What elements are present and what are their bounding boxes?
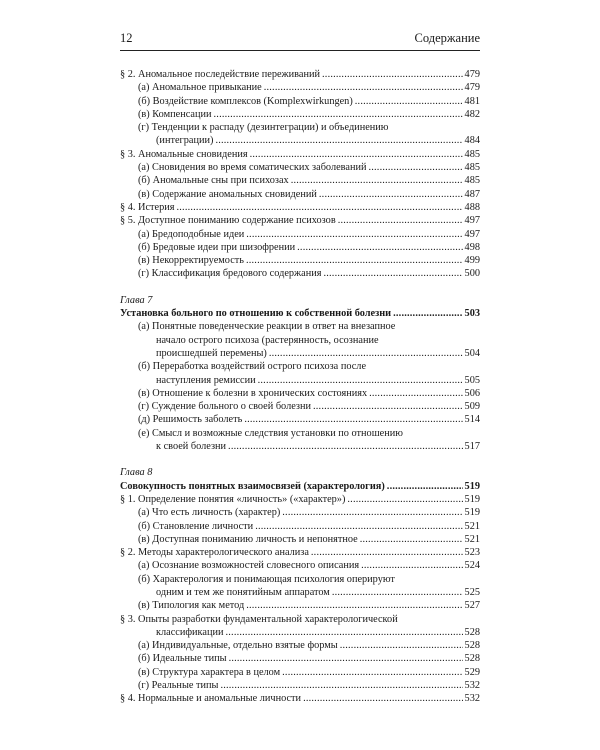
dot-leader xyxy=(220,679,462,692)
dot-leader xyxy=(368,161,462,174)
toc-entry[interactable] xyxy=(120,81,480,94)
toc-entry-title: (а) Индивидуальные, отдельно взятые формы xyxy=(138,640,338,652)
toc-page-number: 521 xyxy=(464,533,480,545)
dot-leader xyxy=(246,228,462,241)
toc-entry[interactable] xyxy=(120,254,480,267)
toc-entry-title: (г) Классификация бредового содержания xyxy=(138,268,322,280)
toc-entry[interactable] xyxy=(120,533,480,546)
toc-entry-title: одним и тем же понятийным аппаратом xyxy=(156,586,330,598)
toc-entry[interactable] xyxy=(120,506,480,519)
dot-leader xyxy=(311,546,463,559)
dot-leader xyxy=(228,440,463,453)
toc-entry-title: Установка больного по отношению к собственной болезни xyxy=(120,308,392,320)
toc-page-number: 509 xyxy=(464,401,480,413)
toc-entry-title: § 2. Аномальное последействие переживаний xyxy=(120,69,321,80)
running-title: Содержание xyxy=(414,31,480,45)
toc-entry[interactable] xyxy=(120,400,480,413)
toc-entry-title: (б) Характерология и понимающая психология оперируют xyxy=(138,573,395,585)
dot-leader xyxy=(255,520,462,533)
toc-entry-title: (г) Тенденции к распаду (дезинтеграции) и объединению xyxy=(138,122,389,134)
toc-entry-title: (б) Становление личности xyxy=(138,520,254,532)
toc-entry-title: (в) Содержание аномальных сновидений xyxy=(138,188,317,200)
toc-page-number: 497 xyxy=(464,215,480,227)
toc-entry[interactable] xyxy=(120,95,480,108)
toc-entry-title: § 3. Опыты разработки фундаментальной характерологической xyxy=(120,613,398,625)
table-of-contents xyxy=(120,68,480,706)
toc-entry[interactable] xyxy=(120,413,480,426)
toc-entry-title: (б) Переработка воздействий острого психоза после xyxy=(138,361,367,373)
toc-entry-title: (в) Отношение к болезни в хронических состояниях xyxy=(138,387,368,399)
toc-entry[interactable] xyxy=(120,626,480,639)
toc-entry-title: (в) Компенсации xyxy=(138,108,212,120)
toc-entry-title: (д) Решимость заболеть xyxy=(138,414,243,426)
dot-leader xyxy=(291,174,463,187)
toc-entry-title: § 1. Определение понятия «личность» («характер») xyxy=(120,493,346,505)
toc-entry-title: (е) Смысл и возможные следствия установки по отношению xyxy=(138,427,403,439)
dot-leader xyxy=(369,387,462,400)
toc-entry-title: (б) Аномальные сны при психозах xyxy=(138,175,289,187)
dot-leader xyxy=(258,374,463,387)
dot-leader xyxy=(393,307,462,320)
toc-page-number: 485 xyxy=(464,162,480,174)
toc-page-number: 499 xyxy=(464,255,480,267)
toc-entry[interactable] xyxy=(120,121,480,134)
toc-page-number: 504 xyxy=(464,347,480,359)
dot-leader xyxy=(322,68,463,81)
dot-leader xyxy=(338,214,463,227)
toc-entry-title: § 4. Нормальные и аномальные личности xyxy=(120,693,302,705)
toc-entry[interactable] xyxy=(120,161,480,174)
toc-entry-title: (в) Типология как метод xyxy=(138,600,245,612)
toc-entry[interactable] xyxy=(120,320,480,333)
toc-page-number: 485 xyxy=(464,148,480,160)
dot-leader xyxy=(250,148,463,161)
toc-page-number: 523 xyxy=(464,547,480,559)
toc-page-number: 532 xyxy=(464,693,480,705)
toc-entry-title: (б) Идеальные типы xyxy=(138,653,227,665)
toc-page-number: 532 xyxy=(464,680,480,692)
toc-entry-title: (в) Доступная пониманию личность и непонятное xyxy=(138,533,358,545)
toc-entry[interactable] xyxy=(120,267,480,280)
toc-page-number: 481 xyxy=(464,95,480,107)
toc-page-number: 529 xyxy=(464,666,480,678)
toc-entry-title: (а) Осознание возможностей словесного описания xyxy=(138,560,360,572)
toc-entry[interactable] xyxy=(120,613,480,626)
toc-page-number: 487 xyxy=(464,188,480,200)
toc-entry-first-line: начало острого психоза (растерянность, осознание xyxy=(156,334,379,346)
toc-entry-title: § 5. Доступное пониманию содержание психозов xyxy=(120,215,336,227)
toc-page-number: 505 xyxy=(464,374,480,386)
page-number: 12 xyxy=(120,31,133,45)
dot-leader xyxy=(387,480,463,493)
toc-entry[interactable] xyxy=(120,586,480,599)
toc-entry[interactable] xyxy=(120,148,480,161)
toc-entry[interactable] xyxy=(120,228,480,241)
toc-entry-title: § 2. Методы характерологического анализа xyxy=(120,547,309,559)
toc-entry[interactable] xyxy=(120,546,480,559)
dot-leader xyxy=(282,666,462,679)
toc-page-number: 528 xyxy=(464,653,480,665)
toc-page-number: 525 xyxy=(464,586,480,598)
toc-entry[interactable] xyxy=(120,427,480,440)
toc-entry-title: (а) Бредоподобные идеи xyxy=(138,228,245,240)
toc-entry-title: (б) Воздействие комплексов (Komplexwirkungen) xyxy=(138,95,353,107)
toc-page-number: 479 xyxy=(464,82,480,94)
toc-entry-title: (в) Структура характера в целом xyxy=(138,666,281,678)
dot-leader xyxy=(319,188,463,201)
dot-leader xyxy=(303,692,462,705)
dot-leader xyxy=(269,347,463,360)
toc-entry[interactable] xyxy=(120,599,480,612)
toc-entry[interactable] xyxy=(120,559,480,572)
dot-leader xyxy=(177,201,463,214)
chapter-label: Глава 7 xyxy=(120,294,153,306)
dot-leader xyxy=(226,626,463,639)
toc-page-number: 503 xyxy=(464,308,480,320)
dot-leader xyxy=(214,108,463,121)
toc-entry-title: (б) Бредовые идеи при шизофрении xyxy=(138,241,296,253)
toc-entry-title: (а) Понятные поведенческие реакции в ответ на внезапное xyxy=(138,321,396,333)
toc-page-number: 488 xyxy=(464,201,480,213)
toc-page-number: 519 xyxy=(464,480,480,492)
toc-entry[interactable] xyxy=(120,360,480,373)
dot-leader xyxy=(323,267,462,280)
dot-leader xyxy=(264,81,463,94)
dot-leader xyxy=(347,493,462,506)
toc-entry[interactable] xyxy=(120,679,480,692)
toc-page-number: 524 xyxy=(464,560,480,572)
toc-entry[interactable] xyxy=(120,387,480,400)
toc-page-number: 527 xyxy=(464,600,480,612)
toc-page-number: 521 xyxy=(464,520,480,532)
toc-page-number: 497 xyxy=(464,228,480,240)
toc-page-number: 519 xyxy=(464,507,480,519)
toc-page-number: 528 xyxy=(464,626,480,638)
toc-page-number: 485 xyxy=(464,175,480,187)
toc-page-number: 514 xyxy=(464,414,480,426)
dot-leader xyxy=(282,506,462,519)
dot-leader xyxy=(313,400,463,413)
toc-entry-title: происшедшей перемены) xyxy=(156,347,267,359)
running-header xyxy=(120,31,480,51)
toc-entry[interactable] xyxy=(120,201,480,214)
toc-entry[interactable] xyxy=(120,639,480,652)
toc-entry-title: (интеграции) xyxy=(156,135,214,147)
toc-entry[interactable] xyxy=(120,520,480,533)
dot-leader xyxy=(360,533,463,546)
toc-entry[interactable] xyxy=(120,692,480,705)
toc-entry[interactable] xyxy=(120,134,480,147)
dot-leader xyxy=(355,95,463,108)
toc-entry[interactable] xyxy=(120,652,480,665)
toc-entry-title: (а) Сновидения во время соматических заболеваний xyxy=(138,162,367,174)
toc-entry-title: § 3. Аномальные сновидения xyxy=(120,148,248,160)
toc-entry[interactable] xyxy=(120,374,480,387)
toc-entry[interactable] xyxy=(120,573,480,586)
dot-leader xyxy=(215,134,462,147)
toc-page-number: 484 xyxy=(464,135,480,147)
toc-entry[interactable] xyxy=(120,493,480,506)
toc-entry-title: (г) Реальные типы xyxy=(138,680,219,692)
toc-entry[interactable] xyxy=(120,666,480,679)
toc-entry[interactable] xyxy=(120,347,480,360)
toc-entry-title: § 4. Истерия xyxy=(120,201,175,213)
dot-leader xyxy=(332,586,463,599)
toc-page-number: 506 xyxy=(464,387,480,399)
toc-entry[interactable] xyxy=(120,108,480,121)
dot-leader xyxy=(229,652,463,665)
toc-entry-title: (а) Аномальное привыкание xyxy=(138,82,262,94)
toc-entry-title: (в) Некорректируемость xyxy=(138,255,244,267)
toc-entry-title: (г) Суждение больного о своей болезни xyxy=(138,401,311,413)
chapter-label: Глава 8 xyxy=(120,467,153,479)
toc-entry-title: наступления ремиссии xyxy=(156,374,256,386)
toc-entry[interactable] xyxy=(120,68,480,81)
toc-entry[interactable] xyxy=(120,174,480,187)
toc-page-number: 500 xyxy=(464,268,480,280)
toc-entry-title: (а) Что есть личность (характер) xyxy=(138,507,281,519)
toc-entry[interactable] xyxy=(120,188,480,201)
toc-page-number: 517 xyxy=(464,441,480,453)
toc-entry-title: классификации xyxy=(156,626,224,638)
toc-entry[interactable] xyxy=(120,440,480,453)
dot-leader xyxy=(340,639,463,652)
dot-leader xyxy=(244,413,462,426)
toc-page-number: 479 xyxy=(464,69,480,80)
toc-page-number: 498 xyxy=(464,241,480,253)
dot-leader xyxy=(297,241,462,254)
dot-leader xyxy=(246,599,462,612)
toc-page-number: 482 xyxy=(464,108,480,120)
chapter-title-entry[interactable] xyxy=(120,307,480,320)
toc-entry-title: к своей болезни xyxy=(156,441,227,453)
dot-leader xyxy=(361,559,462,572)
toc-entry-title: Совокупность понятных взаимосвязей (характерология) xyxy=(120,480,385,492)
toc-page-number: 528 xyxy=(464,640,480,652)
dot-leader xyxy=(246,254,463,267)
toc-page-number: 519 xyxy=(464,493,480,505)
toc-entry[interactable] xyxy=(120,214,480,227)
chapter-title-entry[interactable] xyxy=(120,480,480,493)
toc-entry[interactable] xyxy=(120,241,480,254)
